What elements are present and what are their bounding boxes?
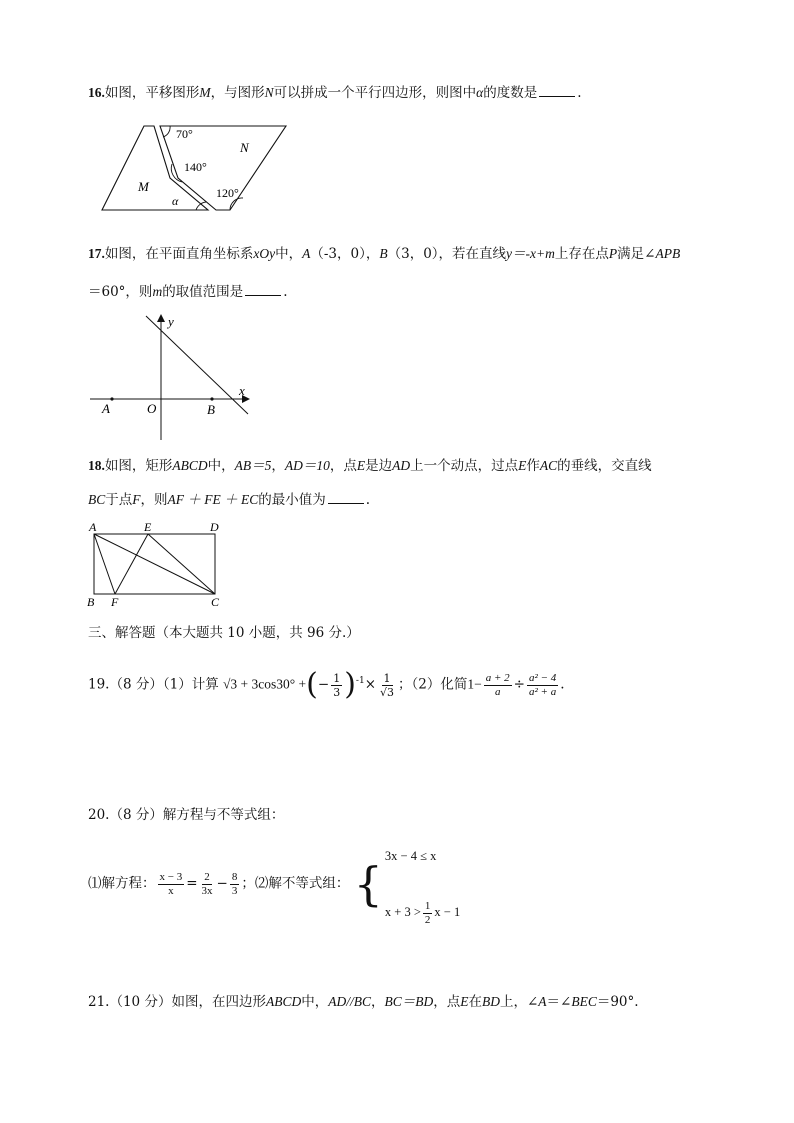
q16-text: 16.如图，平移图形M，与图形N可以拼成一个平行四边形，则图中α的度数是 . <box>88 85 582 101</box>
q17-line2: ＝60°，则m的取值范围是 . <box>88 284 288 300</box>
label-e: E <box>144 520 152 534</box>
point-a-label: A <box>102 401 110 416</box>
q19-text: 19.（8 分）（1）计算 √3 + 3cos30° +(− $\frac{1}{3}$ )$^{-1}$× $\frac{1}{√3}$ ；（2）化简1− $\frac{a + 2}{a}$ ÷ $\frac{\text{a² − 4}}{\text{a² + a}}$ . <box>88 667 565 702</box>
inequality-2: x + 3 > $\frac{1}{2}$ x − 1 <box>384 899 461 926</box>
q18-number: 18. <box>88 458 105 473</box>
origin-label: O <box>147 401 157 416</box>
section-3-heading: 三、解答题（本大题共 10 小题，共 96 分.） <box>88 625 360 641</box>
label-alpha: α <box>172 194 179 208</box>
segment-ef <box>115 534 148 594</box>
segment-ec <box>148 534 215 594</box>
answer-blank <box>245 282 281 296</box>
angle-120-label: 120° <box>216 186 239 200</box>
label-f: F <box>111 595 119 609</box>
x-label: x <box>239 383 245 398</box>
q20-body: ⑴解方程： $\frac{x - 3}{x}$ = $\frac{2}{3x}$ − $\frac{8}{3}$ ；⑵解不等式组： { 3x − 4 ≤ x x + 3 > $\frac{1}{2}$ x − 1 <box>88 832 460 936</box>
label-d: D <box>210 520 219 534</box>
label-m: M <box>138 179 149 194</box>
label-c: C <box>211 595 220 609</box>
inequality-1: 3x − 4 ≤ x <box>384 849 437 863</box>
label-a: A <box>89 520 97 534</box>
q18-figure <box>84 518 234 610</box>
y-label: y <box>168 314 174 329</box>
q17-figure <box>88 310 258 445</box>
q20-heading: 20.（8 分）解方程与不等式组： <box>88 807 285 823</box>
answer-blank <box>328 490 364 504</box>
angle-70-label: 70° <box>176 127 193 141</box>
q16-number: 16. <box>88 85 105 100</box>
angle-140-label: 140° <box>184 160 207 174</box>
inequality-system: { 3x − 4 ≤ x x + 3 > $\frac{1}{2}$ x − 1 <box>354 832 461 936</box>
label-n: N <box>240 140 249 155</box>
q17-number: 17. <box>88 246 105 261</box>
q17-line1: 17.如图，在平面直角坐标系xOy中，A（-3，0），B（3，0），若在直线y＝-x+m上存在点P满足∠APB <box>88 246 681 262</box>
q18-line1: 18.如图，矩形ABCD中，AB＝5，AD＝10，点E是边AD上一个动点，过点E作AC的垂线，交直线 <box>88 458 652 474</box>
q18-line2: BC于点F，则AF ＋ FE ＋ EC的最小值为 . <box>88 492 371 508</box>
label-b: B <box>87 595 95 609</box>
q21-text: 21.（10 分）如图，在四边形ABCD中，AD//BC，BC＝BD，点E在BD上，∠A＝∠BEC＝90°. <box>88 994 639 1010</box>
answer-blank <box>539 83 575 97</box>
q16-figure <box>96 120 296 216</box>
point-b-label: B <box>207 402 215 417</box>
